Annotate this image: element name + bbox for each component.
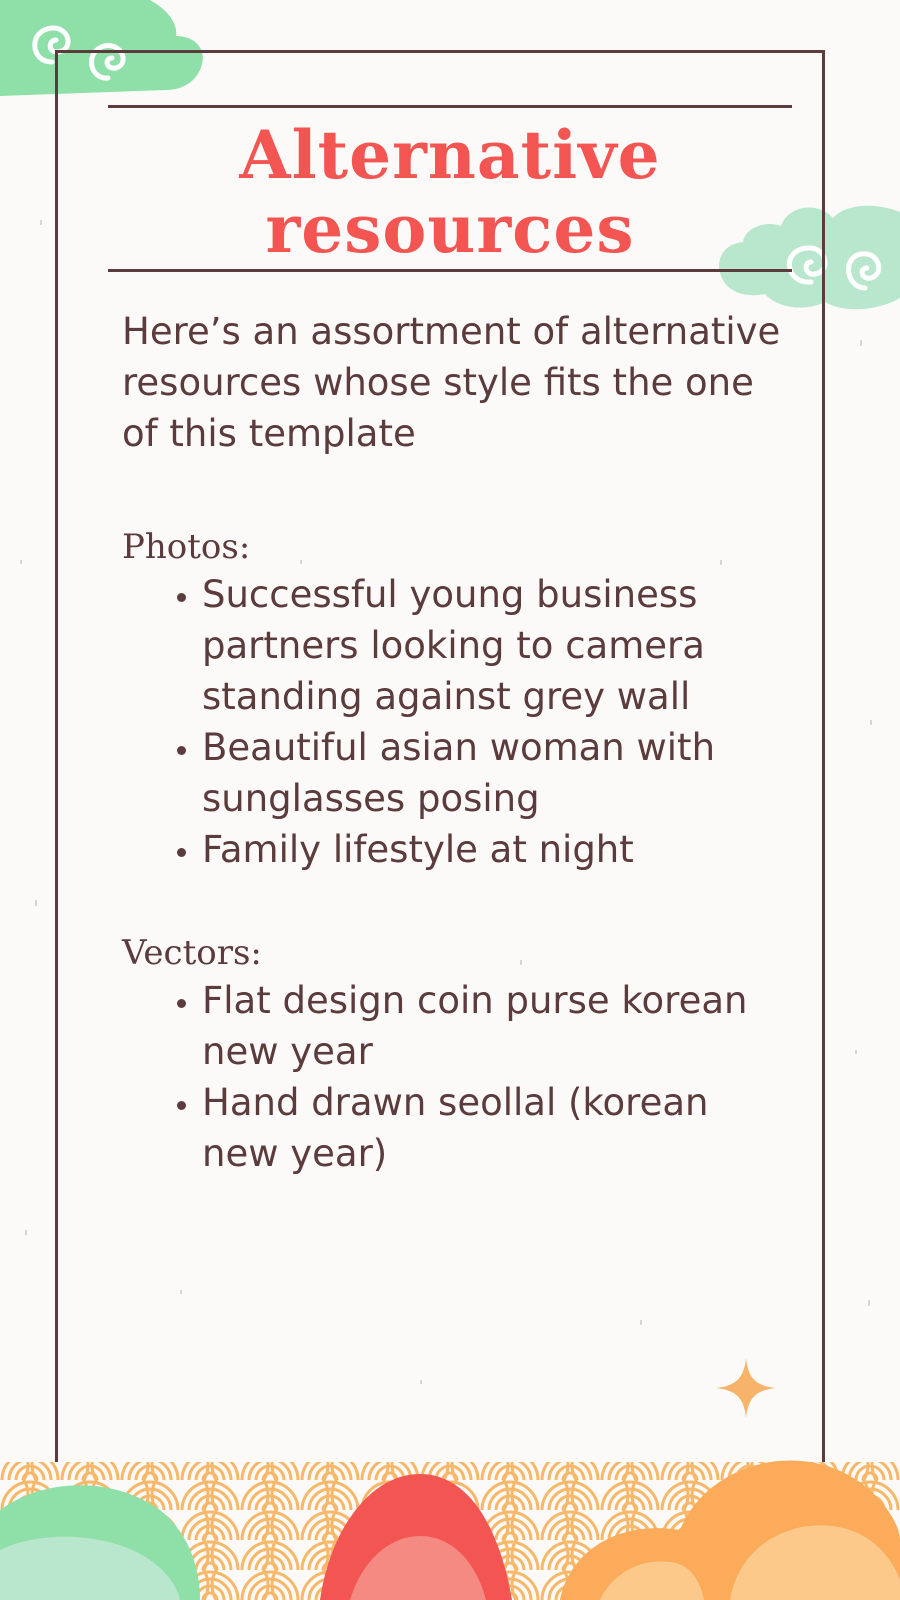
- page-title: Alternative resources: [239, 116, 661, 268]
- list-item: • Successful young business partners looking to camera standing against grey wall: [202, 569, 782, 722]
- wave-pattern-border: [0, 1450, 900, 1600]
- intro-text: Here’s an assortment of alternative resources whose style fits the one of this template: [122, 310, 781, 455]
- title-top-rule: [108, 105, 792, 108]
- section-heading-vectors: Vectors:: [122, 933, 262, 973]
- title-bottom-rule: [108, 269, 792, 272]
- section-heading-photos: Photos:: [122, 527, 251, 567]
- list-item: • Hand drawn seollal (korean new year): [202, 1077, 782, 1179]
- list-item: • Beautiful asian woman with sunglasses posing: [202, 722, 782, 824]
- content-body: [122, 306, 782, 1179]
- list-item: • Family lifestyle at night: [202, 824, 782, 875]
- list-item: • Flat design coin purse korean new year: [202, 975, 782, 1077]
- sparkle-star-icon: [716, 1358, 776, 1418]
- vectors-list: [122, 975, 782, 1179]
- photos-list: [122, 569, 782, 875]
